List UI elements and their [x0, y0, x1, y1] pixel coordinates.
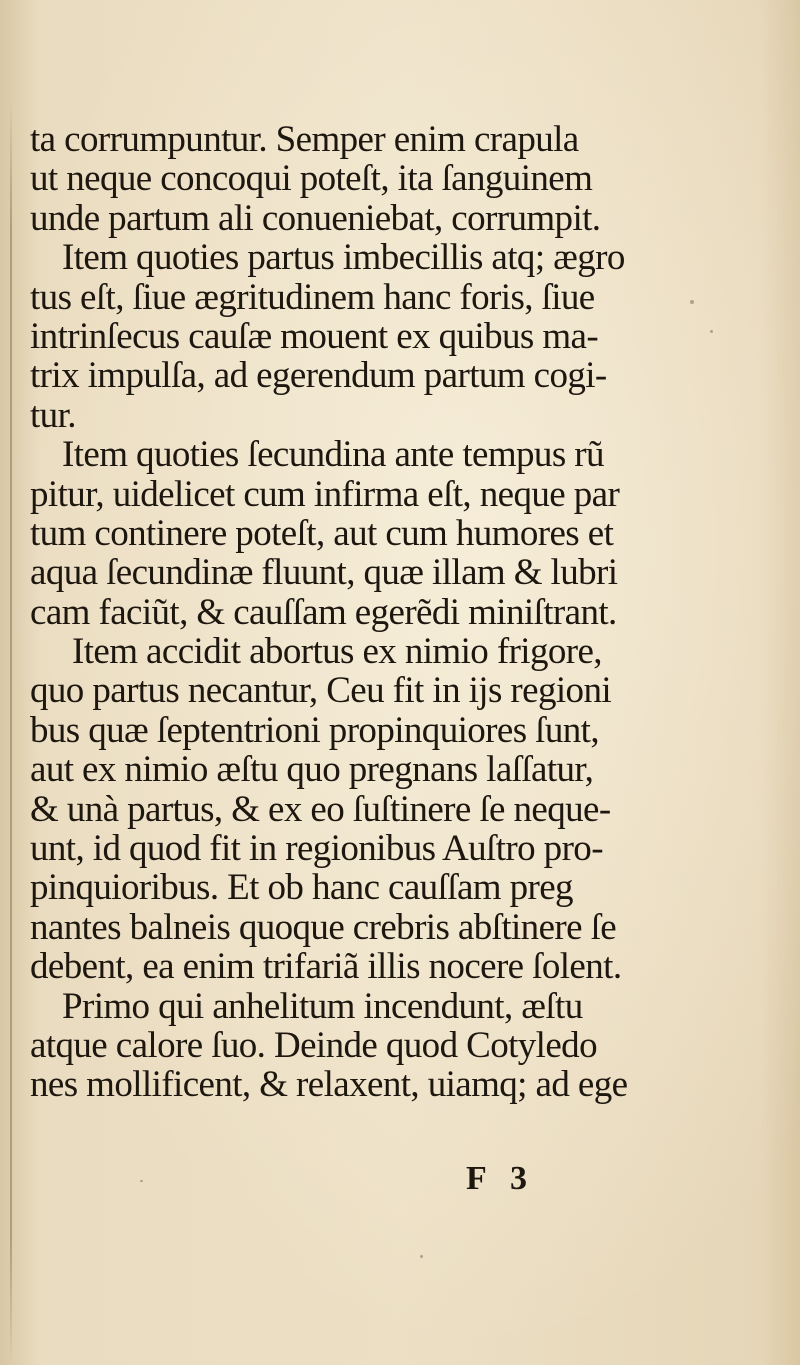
text-line: intrinſecus cauſæ mouent ex quibus ma- — [30, 315, 599, 357]
text-line: nes mollificent, & relaxent, uiamq; ad ege — [30, 1064, 628, 1106]
text-line: tus eſt, ſiue ægritudinem hanc foris, ſiue — [30, 276, 595, 318]
text-line: ut neque concoqui poteſt, ita ſanguinem — [30, 158, 593, 200]
text-line: Item quoties ſecundina ante tempus rũ — [62, 434, 604, 476]
paper-speck — [140, 1180, 143, 1182]
body-text — [30, 120, 670, 1105]
text-line: trix impulſa, ad egerendum partum cogi- — [30, 355, 607, 397]
text-line: Item accidit abortus ex nimio frigore, — [72, 631, 602, 673]
text-line: cam faciũt, & cauſſam egerẽdi miniſtrant. — [30, 591, 617, 633]
text-line: unde partum ali conueniebat, corrumpit. — [30, 197, 601, 239]
page-gutter — [10, 100, 12, 1365]
text-line: unt, id quod fit in regionibus Auſtro pro- — [30, 828, 603, 870]
text-line: Primo qui anhelitum incendunt, æſtu — [62, 985, 583, 1027]
text-line: quo partus necantur, Ceu fit in ijs regioni — [30, 670, 612, 712]
paper-speck — [420, 1255, 423, 1258]
text-line: atque calore ſuo. Deinde quod Cotyledo — [30, 1024, 597, 1066]
text-line: & unà partus, & ex eo ſuſtinere ſe neque- — [30, 788, 611, 830]
text-line: debent, ea enim trifariã illis nocere ſolent. — [30, 946, 622, 988]
text-line: Item quoties partus imbecillis atq; ægro — [62, 237, 625, 279]
text-line: ta corrumpuntur. Semper enim crapula — [30, 119, 579, 160]
paper-speck — [690, 300, 694, 304]
text-line: bus quæ ſeptentrioni propinquiores ſunt, — [30, 709, 599, 751]
text-line: pinquioribus. Et ob hanc cauſſam preg — [30, 867, 573, 909]
signature-mark: F 3 — [466, 1160, 536, 1197]
text-line: nantes balneis quoque crebris abſtinere ſe — [30, 906, 617, 948]
paper-speck — [710, 330, 713, 333]
text-line: aut ex nimio æſtu quo pregnans laſſatur, — [30, 749, 594, 791]
text-line: tum continere poteſt, aut cum humores et — [30, 512, 614, 554]
text-line: tur. — [30, 394, 76, 436]
text-line: aqua ſecundinæ fluunt, quæ illam & lubri — [30, 552, 618, 594]
text-line: pitur, uidelicet cum infirma eſt, neque par — [30, 473, 620, 515]
